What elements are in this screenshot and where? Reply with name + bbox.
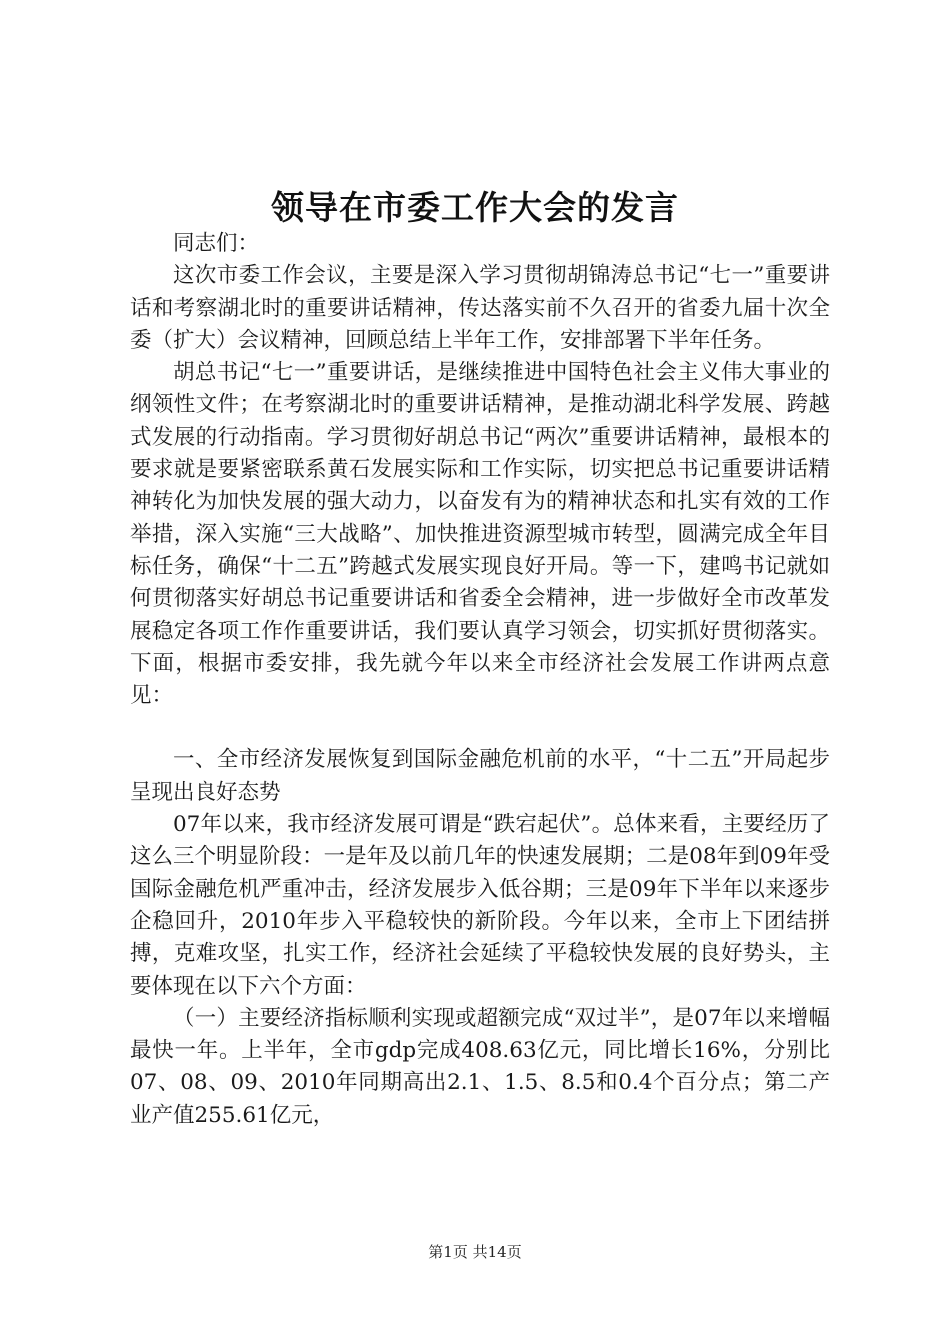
indicators-paragraph: （一）主要经济指标顺利实现或超额完成“双过半”，是07年以来增幅最快一年。上半年，全市gdp完成408.63亿元，同比增长16%，分别比07、08、09、2010年同期高出2.1、1.5、8.5和0.4个百分点；第二产业产值255.61亿元， [130, 1005, 830, 1128]
page-footer: 第1页 共14页 [428, 1243, 522, 1261]
document-body [130, 228, 830, 1132]
speech-paragraph: 胡总书记“七一”重要讲话，是继续推进中国特色社会主义伟大事业的纲领性文件；在考察湖北时的重要讲话精神，是推动湖北科学发展、跨越式发展的行动指南。学习贯彻好胡总书记“两次”重要讲话精神，最根本的要求就是要紧密联系黄石发展实际和工作实际，切实把总书记重要讲话精神转化为加快发展的强大动力，以奋发有为的精神状态和扎实有效的工作举措，深入实施“三大战略”、加快推进资源型城市转型，圆满完成全年目标任务，确保“十二五”跨越式发展实现良好开局。等一下，建鸣书记就如何贯彻落实好胡总书记重要讲话和省委全会精神，进一步做好全市改革发展稳定各项工作作重要讲话，我们要认真学习领会，切实抓好贯彻落实。下面，根据市委安排，我先就今年以来全市经济社会发展工作讲两点意见： [130, 360, 830, 709]
document-title: 领导在市委工作大会的发言 [271, 188, 679, 227]
intro-paragraph: 这次市委工作会议，主要是深入学习贯彻胡锦涛总书记“七一”重要讲话和考察湖北时的重要讲话精神，传达落实前不久召开的省委九届十次全委（扩大）会议精神，回顾总结上半年工作，安排部署下半年任务。 [130, 263, 830, 353]
economy-paragraph: 07年以来，我市经济发展可谓是“跌宕起伏”。总体来看，主要经历了这么三个明显阶段：一是年及以前几年的快速发展期；二是08年到09年受国际金融危机严重冲击，经济发展步入低谷期；三是09年下半年以来逐步企稳回升，2010年步入平稳较快的新阶段。今年以来，全市上下团结拼搏，克难攻坚，扎实工作，经济社会延续了平稳较快发展的良好势头，主要体现在以下六个方面： [130, 812, 830, 999]
salutation-paragraph: 同志们： [173, 231, 260, 256]
section-heading-1: 一、全市经济发展恢复到国际金融危机前的水平，“十二五”开局起步呈现出良好态势 [130, 747, 830, 805]
